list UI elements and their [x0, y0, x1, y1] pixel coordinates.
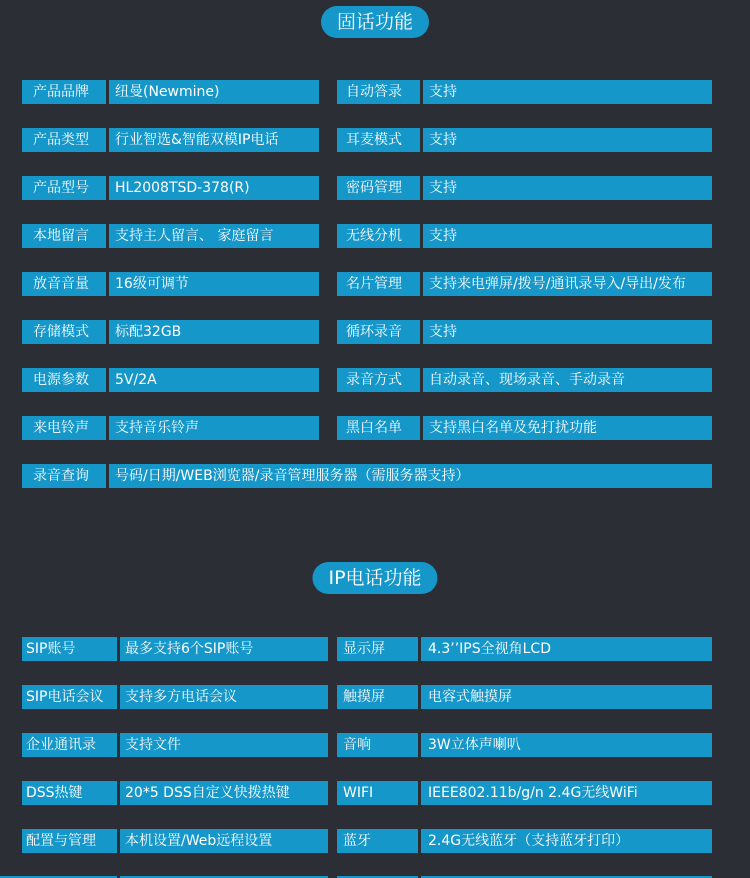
spec-row [337, 368, 712, 392]
spec-label: 存储模式 [33, 324, 89, 340]
spec-value: 支持来电弹屏/拨号/通讯录导入/导出/发布 [429, 276, 686, 292]
spec-label: 产品品牌 [33, 84, 89, 100]
column-divider [106, 224, 109, 248]
spec-row [337, 637, 712, 661]
spec-row [337, 128, 712, 152]
spec-value: 支持音乐铃声 [115, 420, 199, 436]
spec-value: IEEE802.11b/g/n 2.4G无线WiFi [428, 785, 638, 801]
spec-label: 产品型号 [33, 180, 89, 196]
spec-row [337, 829, 712, 853]
column-divider [117, 781, 120, 805]
spec-label: 蓝牙 [343, 833, 371, 849]
column-divider [420, 224, 423, 248]
spec-label: 录音方式 [346, 372, 402, 388]
spec-row [337, 224, 712, 248]
spec-value: 支持 [429, 84, 457, 100]
spec-label: 耳麦模式 [346, 132, 402, 148]
column-divider [106, 368, 109, 392]
spec-value: 支持 [429, 180, 457, 196]
spec-value: HL2008TSD-378(R) [115, 180, 250, 196]
spec-value: 标配32GB [115, 324, 182, 340]
spec-row [22, 464, 712, 488]
spec-value: 5V/2A [115, 372, 157, 388]
column-divider [106, 128, 109, 152]
spec-label: 来电铃声 [33, 420, 89, 436]
spec-label: 音响 [343, 737, 371, 753]
column-divider [420, 272, 423, 296]
section-title-ip-phone: IP电话功能 [312, 562, 437, 594]
spec-value: 支持黑白名单及免打扰功能 [429, 420, 597, 436]
spec-label: 本地留言 [33, 228, 89, 244]
spec-label: 产品类型 [33, 132, 89, 148]
column-divider [106, 272, 109, 296]
spec-value: 支持 [429, 324, 457, 340]
spec-value: 支持多方电话会议 [125, 689, 237, 705]
column-divider [418, 829, 421, 853]
spec-label: SIP电话会议 [26, 689, 104, 705]
spec-label: 录音查询 [33, 468, 89, 484]
column-divider [420, 128, 423, 152]
spec-value: 2.4G无线蓝牙（支持蓝牙打印） [428, 833, 630, 849]
column-divider [106, 464, 109, 488]
column-divider [418, 781, 421, 805]
column-divider [106, 80, 109, 104]
spec-row [337, 733, 712, 757]
spec-row [337, 80, 712, 104]
spec-value: 3W立体声喇叭 [428, 737, 521, 753]
spec-value: 支持主人留言、 家庭留言 [115, 228, 274, 244]
spec-label: 循环录音 [346, 324, 402, 340]
spec-row [22, 128, 319, 152]
spec-label: 企业通讯录 [26, 737, 96, 753]
spec-row [337, 781, 712, 805]
spec-value: 20*5 DSS自定义快拨热键 [125, 785, 290, 801]
spec-label: 配置与管理 [26, 833, 96, 849]
spec-label: 触摸屏 [343, 689, 385, 705]
spec-row [22, 416, 319, 440]
spec-value: 本机设置/Web远程设置 [125, 833, 273, 849]
column-divider [106, 416, 109, 440]
spec-row [337, 320, 712, 344]
spec-row [22, 320, 319, 344]
column-divider [117, 637, 120, 661]
spec-label: 放音音量 [33, 276, 89, 292]
spec-label: DSS热键 [26, 785, 83, 801]
column-divider [420, 320, 423, 344]
spec-label: 显示屏 [343, 641, 385, 657]
column-divider [420, 416, 423, 440]
spec-row [22, 176, 319, 200]
spec-row [337, 272, 712, 296]
spec-row [22, 272, 319, 296]
spec-value: 16级可调节 [115, 276, 189, 292]
column-divider [117, 829, 120, 853]
spec-value: 行业智选&智能双模IP电话 [115, 132, 279, 148]
spec-label: 无线分机 [346, 228, 402, 244]
spec-value: 最多支持6个SIP账号 [125, 641, 254, 657]
spec-value: 自动录音、现场录音、手动录音 [429, 372, 625, 388]
spec-label: 自动答录 [346, 84, 402, 100]
spec-row [22, 637, 328, 661]
column-divider [106, 320, 109, 344]
spec-row [22, 829, 328, 853]
spec-label: SIP账号 [26, 641, 76, 657]
spec-value: 电容式触摸屏 [428, 689, 512, 705]
column-divider [106, 176, 109, 200]
spec-row [22, 781, 328, 805]
spec-label: WIFI [343, 785, 374, 801]
spec-value: 号码/日期/WEB浏览器/录音管理服务器（需服务器支持） [115, 468, 470, 484]
spec-row [337, 176, 712, 200]
column-divider [117, 733, 120, 757]
spec-row [22, 685, 328, 709]
spec-value: 纽曼(Newmine) [115, 84, 220, 100]
column-divider [418, 685, 421, 709]
spec-label: 黑白名单 [346, 420, 402, 436]
spec-row [22, 80, 319, 104]
column-divider [420, 80, 423, 104]
column-divider [420, 176, 423, 200]
spec-value: 支持 [429, 132, 457, 148]
spec-label: 电源参数 [33, 372, 89, 388]
spec-row [22, 224, 319, 248]
column-divider [117, 685, 120, 709]
spec-row [22, 368, 319, 392]
spec-value: 支持文件 [125, 737, 181, 753]
spec-label: 密码管理 [346, 180, 402, 196]
column-divider [418, 637, 421, 661]
spec-row [22, 733, 328, 757]
spec-value: 支持 [429, 228, 457, 244]
column-divider [420, 368, 423, 392]
spec-label: 名片管理 [346, 276, 402, 292]
spec-row [337, 685, 712, 709]
column-divider [418, 733, 421, 757]
spec-value: 4.3’’IPS全视角LCD [428, 641, 551, 657]
spec-row [337, 416, 712, 440]
section-title-landline: 固话功能 [321, 6, 429, 38]
